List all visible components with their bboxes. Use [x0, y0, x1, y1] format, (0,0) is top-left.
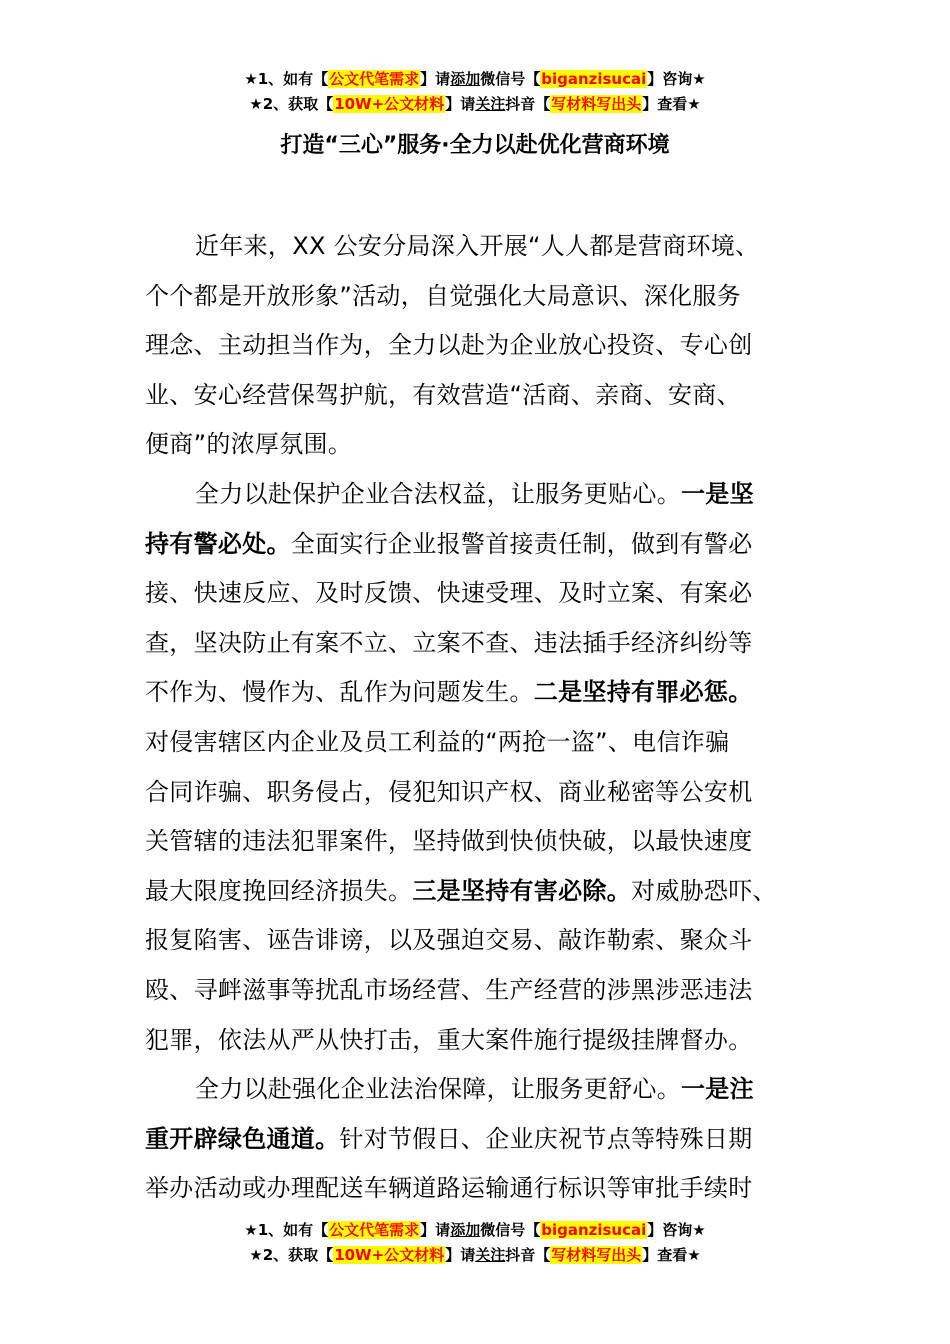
text-line — [145, 718, 810, 768]
bold-text: 一是注 — [681, 1075, 754, 1104]
notice-text: 】请 — [445, 1246, 476, 1264]
line-text: 最大限度挽回经济损失。 — [145, 876, 413, 905]
line-text: 举办活动或办理配送车辆道路运输通行标识等审批手续时 — [145, 1174, 753, 1203]
line-text: 全力以赴强化企业法治保障，让服务更舒心。 — [195, 1075, 681, 1104]
footer-notice-line-2 — [0, 1244, 950, 1266]
notice-text: 抖音【 — [505, 95, 551, 113]
notice-highlight: 公文代笔需求 — [329, 1221, 420, 1239]
notice-text: 】请 — [445, 95, 476, 113]
line-text: 全面实行企业报警首接责任制，做到有警必 — [290, 529, 753, 558]
notice-line-1 — [0, 68, 950, 90]
text-line — [145, 867, 810, 917]
text-line — [145, 569, 810, 619]
notice-text: 抖音【 — [505, 1246, 551, 1264]
text-line — [145, 916, 810, 966]
line-text: 理念、主动担当作为，全力以赴为企业放心投资、专心创 — [145, 331, 753, 360]
notice-text: ★1、如有【 — [244, 70, 329, 88]
line-text: 针对节假日、企业庆祝节点等特殊日期 — [339, 1124, 753, 1153]
text-line — [145, 817, 810, 867]
notice-text: 】查看★ — [642, 1246, 701, 1264]
notice-text: 】请 — [420, 70, 451, 88]
notice-underlined: 关注 — [475, 95, 506, 113]
line-text: 便商”的浓厚氛围。 — [145, 430, 353, 459]
text-line — [145, 321, 810, 371]
notice-text: 】咨询★ — [647, 1221, 706, 1239]
text-line — [145, 768, 810, 818]
line-text: 查，坚决防止有案不立、立案不查、违法插手经济纠纷等 — [145, 628, 753, 657]
bold-text: 一是坚 — [681, 479, 754, 508]
text-line — [145, 1016, 810, 1066]
document-title: 打造“三心”服务·全力以赴优化营商环境 — [280, 133, 670, 158]
text-line — [145, 272, 810, 322]
text-line — [145, 1065, 810, 1115]
text-line — [145, 222, 810, 272]
notice-text: 微信号【 — [480, 70, 541, 88]
text-line — [145, 1164, 810, 1214]
text-line — [145, 520, 810, 570]
notice-text: ★2、获取【 — [249, 1246, 334, 1264]
notice-underlined: 添加 — [450, 1221, 481, 1239]
line-text: 业、安心经营保驾护航，有效营造“活商、亲商、安商、 — [145, 380, 741, 409]
line-text: 合同诈骗、职务侵占，侵犯知识产权、商业秘密等公安机 — [145, 777, 753, 806]
document-body — [145, 222, 810, 1214]
bold-text: 三是坚持有害必除。 — [412, 876, 632, 905]
notice-highlight: 写材料写出头 — [551, 95, 642, 113]
notice-highlight: biganzisucai — [541, 70, 647, 88]
text-line — [145, 420, 810, 470]
line-text: 全力以赴保护企业合法权益，让服务更贴心。 — [195, 479, 681, 508]
notice-line-2 — [0, 93, 950, 115]
line-text: 对威胁恐吓、 — [631, 876, 777, 905]
notice-underlined: 关注 — [475, 1246, 506, 1264]
footer-notice-line-1 — [0, 1219, 950, 1241]
line-text: 个个都是开放形象”活动，自觉强化大局意识、深化服务 — [145, 281, 741, 310]
notice-text: 微信号【 — [480, 1221, 541, 1239]
notice-highlight: 10W+公文材料 — [334, 95, 445, 113]
line-text: 不作为、慢作为、乱作为问题发生。 — [145, 678, 534, 707]
line-text: 对侵害辖区内企业及员工利益的“两抢一盗”、电信诈骗 — [145, 727, 730, 756]
bold-text: 二是坚持有罪必惩。 — [533, 678, 753, 707]
notice-underlined: 添加 — [450, 70, 481, 88]
notice-text: 】请 — [420, 1221, 451, 1239]
notice-text: ★2、获取【 — [249, 95, 334, 113]
notice-highlight: 公文代笔需求 — [329, 70, 420, 88]
notice-highlight: 10W+公文材料 — [334, 1246, 445, 1264]
line-text: 近年来，XX 公安分局深入开展“人人都是营商环境、 — [195, 232, 760, 260]
text-line — [145, 1115, 810, 1165]
text-line — [145, 619, 810, 669]
text-line — [145, 470, 810, 520]
line-text: 殴、寻衅滋事等扰乱市场经营、生产经营的涉黑涉恶违法 — [145, 975, 753, 1004]
notice-text: 】咨询★ — [647, 70, 706, 88]
notice-highlight: biganzisucai — [541, 1221, 647, 1239]
text-line — [145, 966, 810, 1016]
text-line — [145, 371, 810, 421]
notice-text: ★1、如有【 — [244, 1221, 329, 1239]
bold-text: 持有警必处。 — [145, 529, 291, 558]
line-text: 关管辖的违法犯罪案件，坚持做到快侦快破，以最快速度 — [145, 827, 753, 856]
notice-text: 】查看★ — [642, 95, 701, 113]
line-text: 接、快速反应、及时反馈、快速受理、及时立案、有案必 — [145, 579, 753, 608]
bold-text: 重开辟绿色通道。 — [145, 1124, 340, 1153]
notice-highlight: 写材料写出头 — [551, 1246, 642, 1264]
line-text: 犯罪，依法从严从快打击，重大案件施行提级挂牌督办。 — [145, 1025, 753, 1054]
text-line — [145, 668, 810, 718]
line-text: 报复陷害、诬告诽谤，以及强迫交易、敲诈勒索、聚众斗 — [145, 926, 753, 955]
